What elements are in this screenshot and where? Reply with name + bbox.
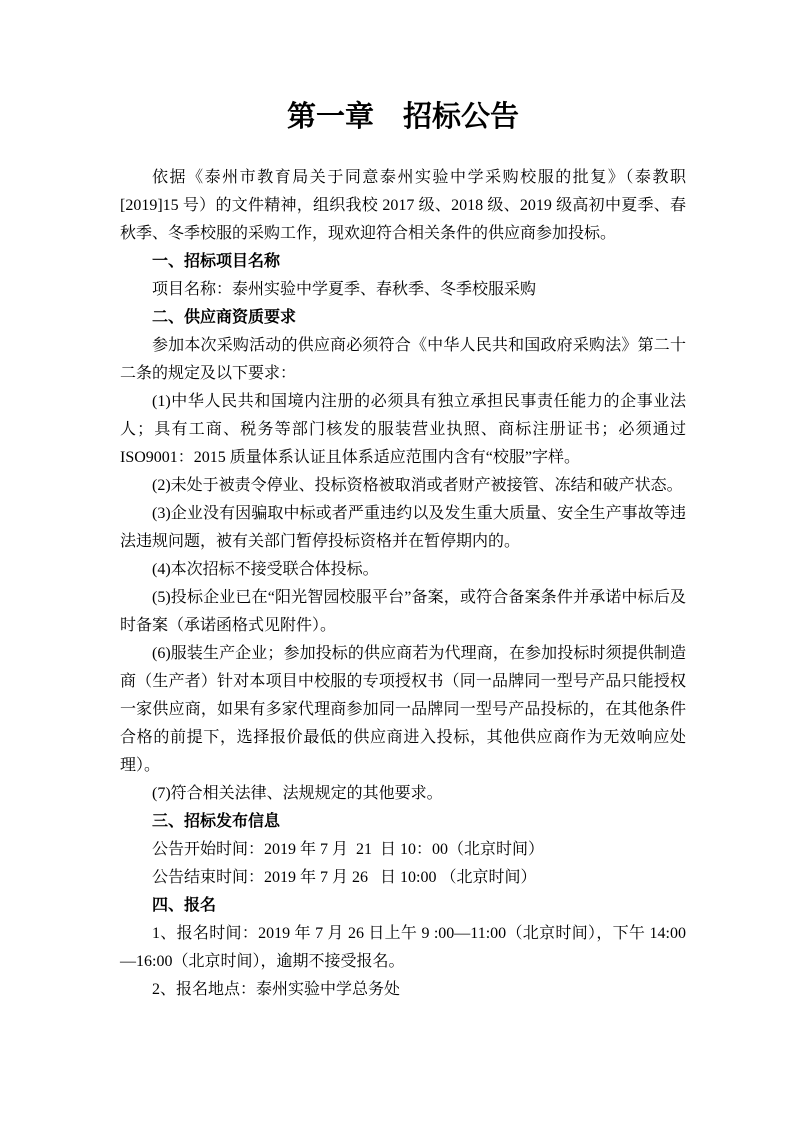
announcement-end-time: 公告结束时间：2019 年 7 月 26 日 10:00 （北京时间）	[152, 869, 537, 886]
registration-time-paragraph: 1、报名时间：2019 年 7 月 26 日上午 9 :00—11:00（北京时间），下午 14:00—16:00（北京时间），逾期不接受报名。	[120, 925, 686, 970]
section-heading-project-name: 一、招标项目名称	[152, 253, 281, 270]
announcement-start-time: 公告开始时间：2019 年 7 月 21 日 10：00（北京时间）	[152, 841, 545, 858]
qualification-intro-paragraph: 参加本次采购活动的供应商必须符合《中华人民共和国政府采购法》第二十二条的规定及以下要求：	[120, 337, 686, 382]
qualification-item-6: (6)服装生产企业；参加投标的供应商若为代理商，在参加投标时须提供制造商（生产者）针对本项目中校服的专项授权书（同一品牌同一型号产品只能授权一家供应商，如果有多家代理商参加同一品牌同一型号产品投标的，在其他条件合格的前提下，选择报价最低的供应商进入投标，其他供应商作为无效响应处理）。	[120, 645, 686, 774]
intro-paragraph: 依据《泰州市教育局关于同意泰州实验中学采购校服的批复》（泰教职[2019]15 号）的文件精神，组织我校 2017 级、2018 级、2019 级高初中夏季、春秋季、冬季校服的采购工作，现欢迎符合相关条件的供应商参加投标。	[120, 169, 686, 242]
section-heading-announcement-info: 三、招标发布信息	[152, 813, 281, 830]
document-content	[120, 95, 690, 1004]
qualification-item-3: (3)企业没有因骗取中标或者严重违约以及发生重大质量、安全生产事故等违法违规问题，被有关部门暂停投标资格并在暂停期内的。	[120, 505, 686, 550]
qualification-item-5: (5)投标企业已在“阳光智园校服平台”备案，或符合备案条件并承诺中标后及时备案（承诺函格式见附件）。	[120, 589, 686, 634]
chapter-title: 第一章 招标公告	[286, 101, 519, 133]
qualification-item-4: (4)本次招标不接受联合体投标。	[152, 561, 379, 578]
qualification-item-2: (2)未处于被责令停业、投标资格被取消或者财产被接管、冻结和破产状态。	[152, 477, 683, 494]
section-heading-registration: 四、报名	[152, 897, 217, 914]
project-name-paragraph: 项目名称：泰州实验中学夏季、春秋季、冬季校服采购	[152, 281, 537, 298]
section-heading-supplier-qualifications: 二、供应商资质要求	[152, 309, 297, 326]
qualification-item-1: (1)中华人民共和国境内注册的必须具有独立承担民事责任能力的企事业法人；具有工商、税务等部门核发的服装营业执照、商标注册证书；必须通过 ISO9001：2015 质量体系认证且体系适应范围内含有“校服”字样。	[120, 393, 690, 466]
qualification-item-7: (7)符合相关法律、法规规定的其他要求。	[152, 785, 443, 802]
registration-location-paragraph: 2、报名地点：泰州实验中学总务处	[152, 981, 401, 998]
